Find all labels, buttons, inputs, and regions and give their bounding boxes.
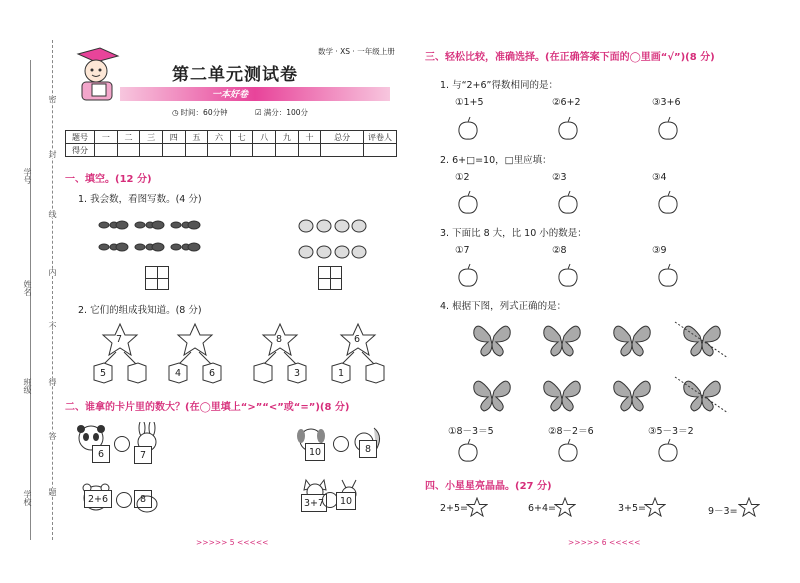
binding-label-id: 学号 bbox=[23, 168, 32, 184]
section-4-heading: 四、小星星亮晶晶。(27 分) bbox=[425, 481, 552, 492]
subject-label: 数学 · XS · 一年级上册 bbox=[318, 47, 395, 56]
star-answer-icon[interactable] bbox=[466, 497, 488, 517]
clock-icon: ◷ bbox=[172, 108, 179, 117]
question-3-1: 1. 与“2+6”得数相同的是： bbox=[440, 80, 558, 91]
binding-label-school: 学校 bbox=[23, 490, 32, 506]
seal-char: 得 bbox=[48, 378, 57, 386]
score-input-cell[interactable] bbox=[298, 144, 321, 157]
table-cell: 八 bbox=[253, 131, 276, 144]
hen-icon bbox=[132, 482, 162, 514]
decomposition-3 bbox=[250, 322, 310, 384]
option: ①8－3＝5 bbox=[448, 426, 494, 437]
table-cell: 九 bbox=[276, 131, 299, 144]
page-title: 第二单元测试卷 bbox=[172, 65, 298, 85]
seal-char: 线 bbox=[48, 210, 57, 218]
score-input-cell[interactable] bbox=[117, 144, 140, 157]
compare-circle[interactable] bbox=[333, 436, 349, 452]
decomp-top: 7 bbox=[116, 334, 123, 345]
binding-dashed-line bbox=[52, 40, 53, 540]
star-answer-icon[interactable] bbox=[644, 497, 666, 517]
option: ③5－3＝2 bbox=[648, 426, 694, 437]
table-row bbox=[66, 144, 397, 157]
score-input-cell[interactable] bbox=[321, 144, 364, 157]
star-equation: 6+4= bbox=[528, 503, 557, 514]
card: 2+6 bbox=[84, 490, 112, 508]
seal-char: 封 bbox=[48, 150, 57, 158]
binding-line bbox=[30, 60, 31, 540]
apple-answer-icon bbox=[459, 117, 477, 139]
option: ①7 bbox=[455, 245, 470, 256]
table-row bbox=[66, 131, 397, 144]
table-cell: 题号 bbox=[66, 131, 95, 144]
question-3-2: 2. 6+□=10，□里应填： bbox=[440, 155, 552, 166]
star-answer-icon[interactable] bbox=[738, 497, 760, 517]
card: 10 bbox=[336, 492, 356, 510]
answer-grid-ducks[interactable] bbox=[318, 266, 342, 290]
binding-label-class: 班级 bbox=[23, 378, 32, 394]
score-input-cell[interactable] bbox=[208, 144, 231, 157]
binding-label-name: 姓名 bbox=[23, 280, 32, 296]
score-text: 满分：100分 bbox=[263, 108, 309, 117]
star-equation: 2+5= bbox=[440, 503, 469, 514]
table-cell: 十 bbox=[298, 131, 321, 144]
page-number-left: >>>>> 5 <<<<< bbox=[196, 538, 269, 547]
question-1-2: 2. 它们的组成我知道。(8 分) bbox=[78, 305, 202, 316]
decomp-left: 1 bbox=[338, 368, 345, 379]
decomp-left: 4 bbox=[175, 368, 182, 379]
decomposition-2 bbox=[165, 322, 225, 384]
ants-illustration bbox=[92, 215, 202, 261]
section-1-heading: 一、填空。(12 分) bbox=[65, 174, 152, 185]
decomp-right: 3 bbox=[294, 368, 301, 379]
seal-char: 答 bbox=[48, 432, 57, 440]
checkbox-icon: ☑ bbox=[255, 108, 262, 117]
option: ③4 bbox=[652, 172, 667, 183]
star-equation: 9－3= bbox=[708, 506, 738, 517]
table-cell: 七 bbox=[230, 131, 253, 144]
card: 8 bbox=[134, 490, 152, 508]
card: 6 bbox=[92, 445, 110, 463]
card: 8 bbox=[359, 440, 377, 458]
table-cell: 五 bbox=[185, 131, 208, 144]
page-number-right: >>>>> 6 <<<<< bbox=[568, 538, 641, 547]
option: ②8－2＝6 bbox=[548, 426, 594, 437]
card: 7 bbox=[134, 446, 152, 464]
score-input-cell[interactable] bbox=[276, 144, 299, 157]
answer-grid-ants[interactable] bbox=[145, 266, 169, 290]
time-text: 时间：60分钟 bbox=[180, 108, 228, 117]
option: ①1+5 bbox=[455, 97, 484, 108]
star-answer-icon[interactable] bbox=[554, 497, 576, 517]
decomp-left: 5 bbox=[100, 368, 107, 379]
seal-char: 题 bbox=[48, 488, 57, 496]
question-3-3: 3. 下面比 8 大，比 10 小的数是： bbox=[440, 228, 587, 239]
table-cell: 得分 bbox=[66, 144, 95, 157]
table-cell: 三 bbox=[140, 131, 163, 144]
compare-circle[interactable] bbox=[116, 492, 132, 508]
star-equation: 3+5= bbox=[618, 503, 647, 514]
score-info bbox=[255, 107, 308, 118]
score-input-cell[interactable] bbox=[95, 144, 118, 157]
score-input-cell[interactable] bbox=[364, 144, 397, 157]
table-cell: 四 bbox=[162, 131, 185, 144]
question-1-1: 1. 我会数，看图写数。(4 分) bbox=[78, 194, 202, 205]
option: ②3 bbox=[552, 172, 567, 183]
option: ②8 bbox=[552, 245, 567, 256]
score-input-cell[interactable] bbox=[230, 144, 253, 157]
card: 3+7 bbox=[301, 494, 327, 512]
seal-char: 内 bbox=[48, 268, 57, 276]
time-info bbox=[172, 107, 228, 118]
decomp-right: 6 bbox=[209, 368, 216, 379]
score-input-cell[interactable] bbox=[162, 144, 185, 157]
subtitle-banner bbox=[120, 87, 390, 101]
decomp-top: 8 bbox=[276, 334, 283, 345]
score-input-cell[interactable] bbox=[253, 144, 276, 157]
table-cell: 一 bbox=[95, 131, 118, 144]
seal-char: 密 bbox=[48, 95, 57, 103]
compare-circle[interactable] bbox=[114, 436, 130, 452]
table-cell: 评卷人 bbox=[364, 131, 397, 144]
score-input-cell[interactable] bbox=[185, 144, 208, 157]
card: 10 bbox=[305, 443, 325, 461]
table-cell: 二 bbox=[117, 131, 140, 144]
seal-char: 不 bbox=[48, 322, 57, 330]
subtitle: 一本好卷 bbox=[212, 90, 249, 100]
table-cell: 六 bbox=[208, 131, 231, 144]
section-2-heading: 二、谁拿的卡片里的数大？(在◯里填上“>”“<”或“=”)(8 分) bbox=[65, 402, 350, 413]
answer-apples bbox=[458, 116, 684, 466]
ducks-illustration bbox=[296, 212, 368, 266]
score-table bbox=[65, 130, 397, 157]
question-3-4: 4. 根据下图，列式正确的是： bbox=[440, 301, 567, 312]
decomposition-1 bbox=[90, 322, 150, 384]
mascot-illustration bbox=[70, 44, 122, 102]
option: ③9 bbox=[652, 245, 667, 256]
decomp-top: 6 bbox=[354, 334, 361, 345]
option: ①2 bbox=[455, 172, 470, 183]
option: ②6+2 bbox=[552, 97, 581, 108]
section-3-heading: 三、轻松比较，准确选择。(在正确答案下面的◯里画“√”)(8 分) bbox=[425, 52, 715, 63]
table-cell: 总分 bbox=[321, 131, 364, 144]
decomposition-4 bbox=[328, 322, 388, 384]
option: ③3+6 bbox=[652, 97, 681, 108]
score-input-cell[interactable] bbox=[140, 144, 163, 157]
